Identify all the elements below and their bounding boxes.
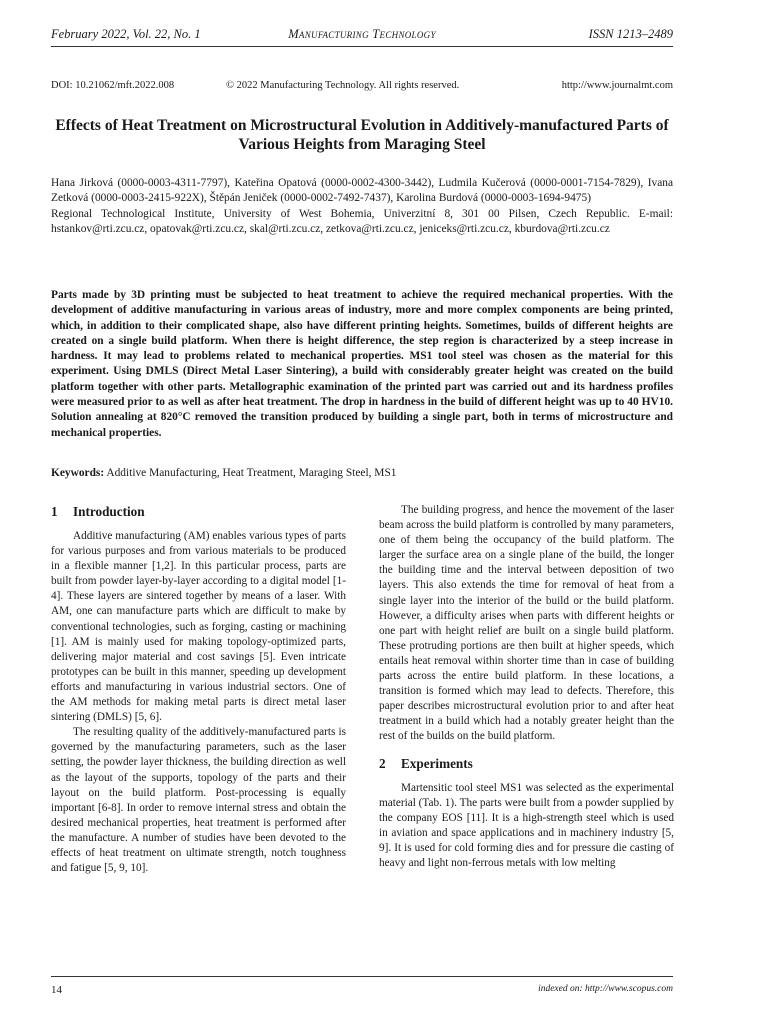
paragraph: The resulting quality of the additively-manufactured parts is governed by the manufacturing parameters, such as the laser setting, the powder layer thickness, the building direction as well as the layout of the supports, topology of the parts and their layout on the build platform. Post-processing is equally important [6-8]. In order to remove internal stress and obtain the desired mechanical properties, heat treatment is performed after the manufacture. A number of studies have been devoted to the effects of heat treatment on ultimate strength, notch toughness and fatigue [5, 9, 10]. [51, 726, 346, 875]
paragraph: Additive manufacturing (AM) enables various types of parts for various purposes and from various materials to be produced in a flexible manner [1,2]. In this particular process, parts are built from powder layer-by-layer according to a digital model [1-4]. These layers are sintered together by means of a laser. With AM, one can manufacture parts which are difficult to make by conventional technologies, such as forging, casting or machining [1]. AM is mainly used for making topology-optimized parts, delivering major material and cost savings [5]. Even intricate prototypes can be built in this manner, speeding up development efforts and manufacturing in various industrial sectors. One of the AM methods for making metal parts is direct metal laser sintering (DMLS) [5, 6]. [51, 530, 346, 724]
issn: ISSN 1213–2489 [588, 27, 673, 41]
affiliation: Regional Technological Institute, University of West Bohemia, Univerzitní 8, 301 00 Pilsen, Czech Republic. E-mail: hstankov@rti.zcu.cz, opatovak@rti.zcu.cz, skal@rti.zcu.cz, zetkova@rti.zcu.cz, jeniceks@rti.zcu.cz, kburdova@rti.zcu.cz [51, 207, 673, 236]
keywords-text: Additive Manufacturing, Heat Treatment, Maraging Steel, MS1 [106, 467, 397, 479]
paragraph: Martensitic tool steel MS1 was selected as the experimental material (Tab. 1). The parts were built from a powder supplied by the company EOS [11]. It is a high-strength steel which is used in aviation and space applications and in machinery industry [5, 9]. It is used for cold forming dies and for pressure die casting of heavy and light non-ferrous metals with low melting [379, 781, 674, 869]
page-footer [51, 984, 673, 998]
authors: Hana Jirková (0000-0003-4311-7797), Kateřina Opatová (0000-0002-4300-3442), Ludmila Kučerová (0000-0001-7154-7829), Ivana Zetková (0000-0003-2415-922X), Štěpán Jeniček (0000-0002-7492-7437), Karolina Burdová (0000-0003-1694-9475) [51, 177, 673, 205]
footer-divider [51, 976, 673, 977]
paragraph: The building progress, and hence the movement of the laser beam across the build platform is controlled by many parameters, one of them being the occupancy of the build platform. The larger the surface area on a single plane of the build, the longer the building time and the interval between deposition of two layers. This also extends the time for removal of heat from a single layer into the interior of the build or the build platform. However, a difficulty arises when parts with different heights or one part with height relief are built on a single build platform. These protruding portions are then built at higher speeds, which entails heat removal within shorter time than in case of building parts across the entire build platform. In these locations, a transition is formed which may lead to defects. Therefore, this paper describes microstructural evolution prior to and after heat treatment in a build which had a notably greater height than the rest of the builds on the build platform. [379, 504, 674, 743]
journal-name: Manufacturing Technology [288, 27, 436, 41]
indexed-note[interactable]: indexed on: http://www.scopus.com [538, 984, 673, 994]
copyright: © 2022 Manufacturing Technology. All rights reserved. [226, 80, 460, 91]
section-title: Introduction [73, 504, 145, 519]
keywords [51, 466, 673, 481]
issue-info: February 2022, Vol. 22, No. 1 [51, 27, 201, 41]
section-number: 1 [51, 504, 58, 519]
section-title: Experiments [401, 755, 473, 771]
right-column [379, 503, 674, 871]
left-column [51, 503, 346, 876]
journal-url[interactable]: http://www.journalmt.com [561, 80, 673, 91]
article-meta [51, 80, 673, 94]
doi[interactable]: DOI: 10.21062/mft.2022.008 [51, 80, 175, 91]
keywords-label: Keywords: [51, 467, 105, 479]
abstract: Parts made by 3D printing must be subjected to heat treatment to achieve the required mechanical properties. With the development of additive manufacturing in various areas of industry, more and more complex components are being printed, which, in addition to their complicated shape, also have different printing heights. Sometimes, builds of different heights are created on a single build platform. When there is height difference, the step region is characterized by a steep increase in hardness. It may lead to problems related to mechanical properties. MS1 tool steel was chosen as the material for this experiment. Using DMLS (Direct Metal Laser Sintering), a build with considerably greater height was created on the build platform together with other parts. Metallographic examination of the printed part was carried out and its hardness profiles were measured prior to as well as after heat treatment. The drop in hardness in the build of different height was up to 40 HV10. Solution annealing at 820°C removed the transition produced by building a single part, both in terms of microstructure and mechanical properties. [51, 289, 673, 439]
article-title: Effects of Heat Treatment on Microstructural Evolution in Additively-manufactured Parts of Various Heights from Maraging Steel [55, 117, 669, 153]
running-header [51, 27, 673, 45]
section-heading-experiments [379, 755, 674, 773]
author-block [51, 176, 673, 238]
page-number: 14 [51, 984, 62, 996]
section-number: 2 [379, 755, 386, 771]
section-heading-introduction [51, 503, 346, 521]
header-divider [51, 46, 673, 47]
